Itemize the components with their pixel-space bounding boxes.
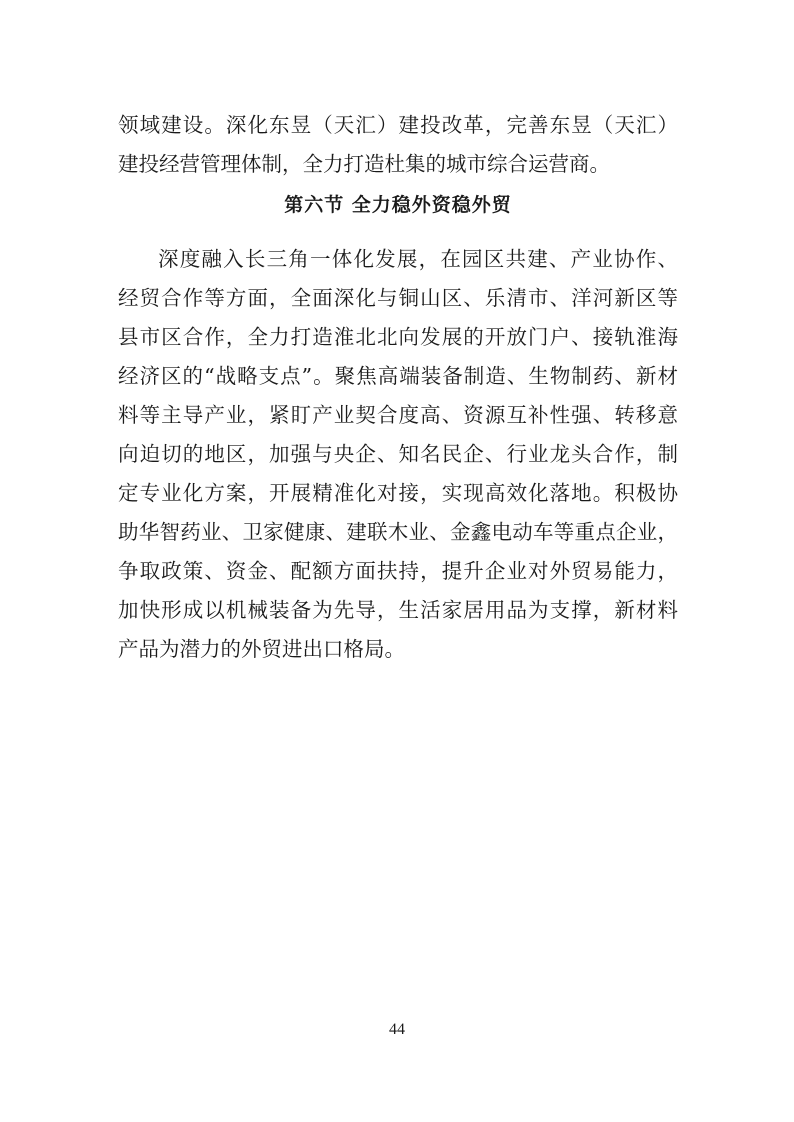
paragraph-line: 建投经营管理体制，全力打造杜集的城市综合运营商。: [118, 152, 610, 176]
paragraph-line: 争取政策、资金、配额方面扶持，提升企业对外贸易能力，: [118, 559, 678, 583]
page-number: 44: [389, 1021, 405, 1038]
paragraph-line: 经贸合作等方面，全面深化与铜山区、乐清市、洋河新区等: [118, 286, 678, 310]
main-paragraph: [118, 240, 678, 669]
paragraph-line: 领域建设。深化东昱（天汇）建投改革，完善东昱（天汇）: [118, 113, 678, 137]
paragraph-line: 经济区的“战略支点”。聚焦高端装备制造、生物制药、新材: [118, 364, 678, 388]
paragraph-line: 向迫切的地区，加强与央企、知名民企、行业龙头合作，制: [118, 442, 678, 466]
paragraph-line: 深度融入长三角一体化发展，在园区共建、产业协作、: [158, 247, 678, 271]
paragraph-line: 县市区合作，全力打造淮北北向发展的开放门户、接轨淮海: [118, 325, 678, 349]
paragraph-line: 料等主导产业，紧盯产业契合度高、资源互补性强、转移意: [118, 403, 678, 427]
section-heading: 第六节 全力稳外资稳外贸: [284, 194, 512, 216]
paragraph-line: 定专业化方案，开展精准化对接，实现高效化落地。积极协: [118, 481, 678, 505]
paragraph-line: 助华智药业、卫家健康、建联木业、金鑫电动车等重点企业，: [118, 520, 678, 544]
top-paragraph: [118, 106, 678, 184]
paragraph-line: 加快形成以机械装备为先导，生活家居用品为支撑，新材料: [118, 598, 678, 622]
paragraph-line: 产品为潜力的外贸进出口格局。: [118, 637, 405, 661]
